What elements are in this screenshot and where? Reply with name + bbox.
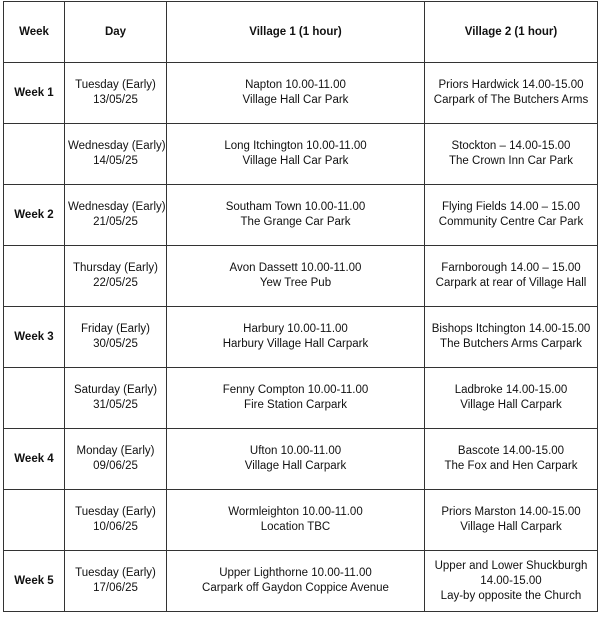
table-row — [4, 124, 598, 185]
village-1-line: Village Hall Carpark — [244, 460, 347, 472]
day-line: 09/06/25 — [93, 460, 138, 472]
village-2-cell — [425, 429, 598, 490]
village-2-line: Upper and Lower Shuckburgh — [434, 559, 588, 572]
header-village-1: Village 1 (1 hour) — [167, 2, 425, 63]
village-2-line: The Fox and Hen Carpark — [444, 460, 578, 472]
village-2-cell — [425, 551, 598, 612]
header-village-2: Village 2 (1 hour) — [425, 2, 598, 63]
header-week: Week — [4, 2, 65, 63]
day-line: 13/05/25 — [93, 94, 138, 106]
day-line: Monday (Early) — [76, 445, 155, 457]
village-2-line: Bascote 14.00-15.00 — [457, 445, 565, 457]
village-2-line: Bishops Itchington 14.00-15.00 — [431, 323, 591, 335]
village-1-cell — [167, 63, 425, 124]
village-1-cell — [167, 185, 425, 246]
week-cell: Week 3 — [4, 307, 65, 368]
day-cell — [65, 246, 167, 307]
day-cell — [65, 307, 167, 368]
village-2-line: Community Centre Car Park — [438, 216, 584, 228]
village-1-line: Location TBC — [260, 521, 331, 533]
village-1-line: Harbury 10.00-11.00 — [243, 323, 348, 335]
village-2-line: Priors Hardwick 14.00-15.00 — [438, 79, 584, 91]
village-1-line: Carpark off Gaydon Coppice Avenue — [202, 582, 389, 594]
day-line: 30/05/25 — [93, 338, 138, 350]
village-2-line: Lay-by opposite the Church — [440, 589, 582, 602]
schedule-table — [3, 1, 598, 612]
village-1-line: Southam Town 10.00-11.00 — [225, 201, 366, 213]
village-2-line: Village Hall Carpark — [460, 521, 562, 533]
day-line: Saturday (Early) — [73, 384, 158, 396]
village-1-cell — [167, 551, 425, 612]
day-cell — [65, 185, 167, 246]
header-day: Day — [65, 2, 167, 63]
week-cell — [4, 246, 65, 307]
table-row — [4, 185, 598, 246]
village-2-cell — [425, 490, 598, 551]
village-2-line: Priors Marston 14.00-15.00 — [441, 506, 581, 518]
village-2-cell — [425, 307, 598, 368]
village-1-line: Yew Tree Pub — [259, 277, 332, 289]
village-1-cell — [167, 246, 425, 307]
day-line: Friday (Early) — [80, 323, 150, 335]
village-1-line: Napton 10.00-11.00 — [245, 79, 346, 91]
village-2-line: Flying Fields 14.00 – 15.00 — [441, 201, 581, 213]
day-line: 22/05/25 — [93, 277, 138, 289]
village-1-line: The Grange Car Park — [240, 216, 351, 228]
day-line: 21/05/25 — [93, 216, 138, 228]
village-2-line: Farnborough 14.00 – 15.00 — [441, 262, 581, 274]
week-cell: Week 2 — [4, 185, 65, 246]
village-1-line: Long Itchington 10.00-11.00 — [224, 140, 367, 152]
village-1-line: Village Hall Car Park — [242, 155, 349, 167]
day-line: 14/05/25 — [93, 155, 138, 167]
day-line: Tuesday (Early) — [75, 506, 156, 518]
week-cell — [4, 490, 65, 551]
table-row — [4, 429, 598, 490]
village-2-line: 14.00-15.00 — [480, 574, 542, 587]
table-row — [4, 551, 598, 612]
day-cell — [65, 63, 167, 124]
village-1-cell — [167, 429, 425, 490]
day-line: Tuesday (Early) — [75, 567, 156, 579]
day-line: Wednesday (Early) — [68, 140, 166, 152]
table-row — [4, 368, 598, 429]
table-row — [4, 246, 598, 307]
village-2-line: Stockton – 14.00-15.00 — [451, 140, 571, 152]
village-1-line: Ufton 10.00-11.00 — [249, 445, 342, 457]
village-1-cell — [167, 368, 425, 429]
week-cell — [4, 124, 65, 185]
day-cell — [65, 368, 167, 429]
week-cell — [4, 368, 65, 429]
village-2-cell — [425, 246, 598, 307]
village-2-line: Village Hall Carpark — [460, 399, 562, 411]
header-row — [4, 2, 598, 63]
table-row — [4, 490, 598, 551]
village-1-line: Harbury Village Hall Carpark — [222, 338, 369, 350]
day-cell — [65, 490, 167, 551]
day-cell — [65, 551, 167, 612]
village-2-line: Carpark of The Butchers Arms — [433, 94, 589, 106]
week-cell: Week 4 — [4, 429, 65, 490]
day-line: 10/06/25 — [93, 521, 138, 533]
day-line: Wednesday (Early) — [68, 201, 166, 213]
village-2-cell — [425, 185, 598, 246]
day-line: 17/06/25 — [93, 582, 138, 594]
village-1-line: Upper Lighthorne 10.00-11.00 — [219, 567, 372, 579]
day-line: Thursday (Early) — [73, 262, 158, 274]
table-row — [4, 307, 598, 368]
village-2-cell — [425, 368, 598, 429]
village-1-line: Wormleighton 10.00-11.00 — [228, 506, 363, 518]
day-line: 31/05/25 — [93, 399, 138, 411]
village-2-cell — [425, 124, 598, 185]
village-1-line: Fire Station Carpark — [244, 399, 347, 411]
day-cell — [65, 124, 167, 185]
village-2-line: The Butchers Arms Carpark — [440, 338, 582, 350]
village-2-line: The Crown Inn Car Park — [449, 155, 573, 167]
week-cell: Week 5 — [4, 551, 65, 612]
village-1-line: Village Hall Car Park — [242, 94, 349, 106]
village-2-cell — [425, 63, 598, 124]
village-1-line: Fenny Compton 10.00-11.00 — [222, 384, 369, 396]
village-1-line: Avon Dassett 10.00-11.00 — [229, 262, 362, 274]
village-2-line: Carpark at rear of Village Hall — [435, 277, 587, 289]
village-1-cell — [167, 490, 425, 551]
week-cell: Week 1 — [4, 63, 65, 124]
day-line: Tuesday (Early) — [75, 79, 156, 91]
day-cell — [65, 429, 167, 490]
table-row — [4, 63, 598, 124]
village-2-line: Ladbroke 14.00-15.00 — [454, 384, 568, 396]
village-1-cell — [167, 124, 425, 185]
village-1-cell — [167, 307, 425, 368]
